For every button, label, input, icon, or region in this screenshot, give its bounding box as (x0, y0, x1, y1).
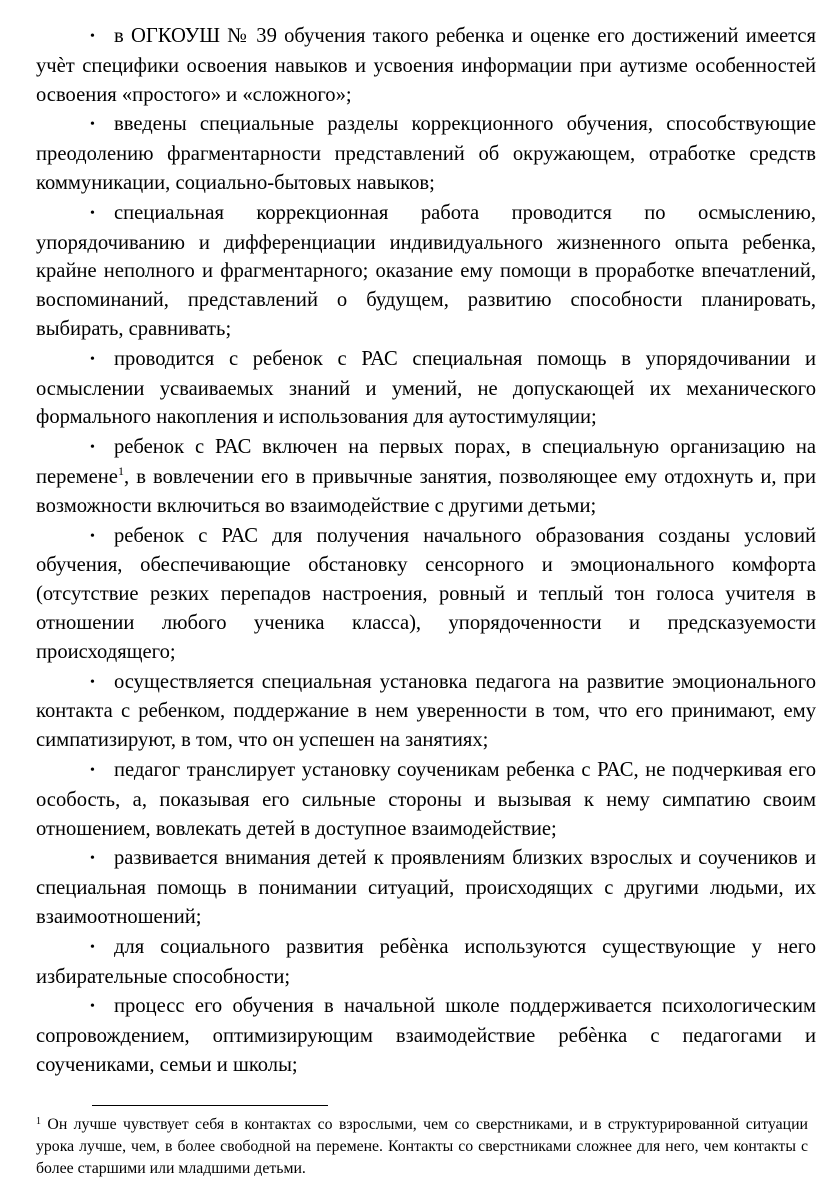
list-item (36, 756, 816, 843)
list-item-text: ребенок с РАС для получения начального образования созданы условий обучения, обеспечивающие обстановку сенсорного и эмоционального комфорта (отсутствие резких перепадов настроения, ровный и теплый тон голоса учителя в отношении любого ученика класса), упорядоченности и предсказуемости происходящего; (36, 524, 816, 663)
list-item (36, 992, 816, 1079)
list-item-text: процесс его обучения в начальной школе поддерживается психологическим сопровождением, оптимизирующим взаимодействие ребѐнка с педагогами и соучениками, семьи и школы; (36, 995, 816, 1076)
list-item-text: ребенок с РАС включен на первых порах, в специальную организацию на перемене (36, 436, 816, 488)
footnote-separator (92, 1105, 328, 1106)
list-item (36, 345, 816, 432)
list-item (36, 110, 816, 197)
list-item (36, 522, 816, 667)
bullet-icon: • (90, 205, 95, 221)
bullet-icon: • (90, 440, 95, 456)
bullet-icon: • (90, 674, 95, 690)
list-item (36, 844, 816, 931)
list-item (36, 433, 816, 520)
list-item-text: введены специальные разделы коррекционного обучения, способствующие преодолению фрагментарности представлений об окружающем, отработке средств коммуникации, социально-бытовых навыков; (36, 113, 816, 194)
list-item (36, 933, 816, 992)
bullet-icon: • (90, 851, 95, 867)
list-item-text: развивается внимания детей к проявлениям близких взрослых и соучеников и специальная помощь в понимании ситуаций, происходящих с другими людьми, их взаимоотношений; (36, 847, 816, 928)
bullet-icon: • (90, 762, 95, 778)
bullet-icon: • (90, 939, 95, 955)
list-item-text: для социального развития ребѐнка используются существующие у него избирательные способности; (36, 935, 816, 988)
bullet-icon: • (90, 351, 95, 367)
bullet-icon: • (90, 999, 95, 1015)
list-item-text: проводится с ребенок с РАС специальная помощь в упорядочивании и осмыслении усваиваемых знаний и умений, не допускающей их механического формального накопления и использования для аутостимуляции; (36, 347, 816, 429)
bullet-icon: • (90, 29, 95, 44)
list-item-text: специальная коррекционная работа проводится по осмыслению, упорядочиванию и дифференциации индивидуального жизненного опыта ребенка, крайне неполного и фрагментарного; оказание ему помощи в проработке впечатлений, воспоминаний, представлений о будущем, развитию способности планировать, выбирать, сравнивать; (36, 201, 816, 340)
footnote-reference[interactable]: 1 (117, 463, 124, 478)
list-item-text-continued: , в вовлечении его в привычные занятия, позволяющее ему отдохнуть и, при возможности включиться во взаимодействие с другими детьми; (36, 465, 816, 517)
document-body (36, 22, 816, 1081)
list-item-text: педагог транслирует установку соученикам ребенка с РАС, не подчеркивая его особость, а, показывая его сильные стороны и вызывая к нему симпатию своим отношением, вовлекать детей в доступное взаимодействие; (36, 758, 816, 840)
footnote-number: 1 (36, 1116, 41, 1127)
bullet-icon: • (90, 117, 95, 133)
list-item-text: осуществляется специальная установка педагога на развитие эмоционального контакта с ребенком, поддержание в нем уверенности в том, что его принимают, ему симпатизируют, в том, что он успешен на занятиях; (36, 670, 816, 752)
list-item (36, 668, 816, 755)
bullet-icon: • (90, 528, 95, 544)
list-item-text: в ОГКОУШ № 39 обучения такого ребенка и оценке его достижений имеется учѐт специфики освоения навыков и усвоения информации при аутизме особенностей освоения «простого» и «сложного»; (36, 25, 816, 106)
list-item (36, 199, 816, 344)
footnote-text: Он лучше чувствует себя в контактах со взрослыми, чем со сверстниками, и в структурированной ситуации урока лучше, чем, в более свободной на перемене. Контакты со сверстниками сложнее для него, чем контакты с более старшими или младшими детьми. (36, 1116, 808, 1177)
list-item (36, 22, 816, 109)
footnote (36, 1114, 808, 1180)
